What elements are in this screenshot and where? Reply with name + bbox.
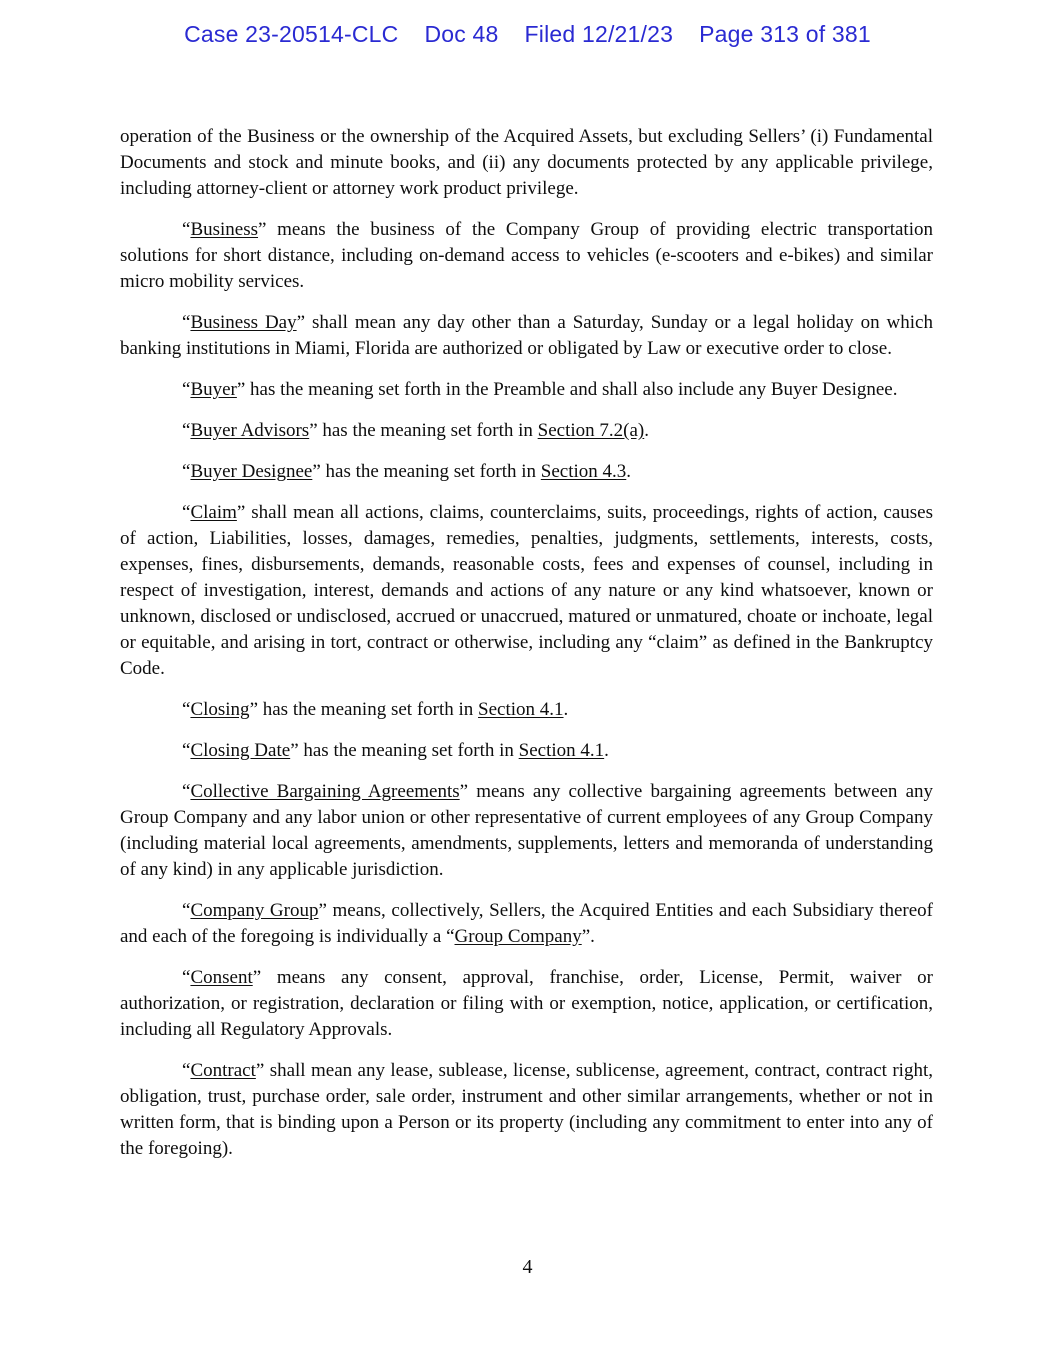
header-case-number: Case 23-20514-CLC bbox=[184, 21, 399, 47]
para-def-closing bbox=[120, 697, 933, 723]
text-run: ” has the meaning set forth in bbox=[312, 461, 541, 482]
text-run: ” means the business of the Company Group of providing electric transportation solutions for short distance, including on-demand access to vehicles (e-scooters and e-bikes) and similar micro mobility services. bbox=[120, 219, 933, 292]
header-doc-number: Doc 48 bbox=[424, 21, 499, 47]
text-run: “ bbox=[182, 967, 191, 988]
defined-term: Business Day bbox=[190, 312, 297, 333]
defined-term: Buyer Advisors bbox=[190, 420, 310, 441]
text-run: “ bbox=[182, 900, 191, 921]
text-run: “ bbox=[182, 1060, 191, 1081]
text-run: “ bbox=[182, 379, 191, 400]
text-run: . bbox=[604, 740, 609, 761]
para-continuation-acquired-assets bbox=[120, 124, 933, 202]
text-run: “ bbox=[182, 312, 191, 333]
header-filed-date: Filed 12/21/23 bbox=[524, 21, 674, 47]
text-run: “ bbox=[182, 219, 191, 240]
text-run: ” has the meaning set forth in bbox=[290, 740, 519, 761]
text-run: “ bbox=[182, 740, 191, 761]
text-run: “ bbox=[182, 420, 191, 441]
defined-term: Company Group bbox=[190, 900, 319, 921]
para-def-claim bbox=[120, 500, 933, 682]
defined-term: Section 4.1 bbox=[518, 740, 605, 761]
defined-term: Section 4.3 bbox=[540, 461, 627, 482]
defined-term: Contract bbox=[190, 1060, 256, 1081]
defined-term: Consent bbox=[190, 967, 253, 988]
text-run: ” shall mean any lease, sublease, license, sublicense, agreement, contract, contract right, obligation, trust, purchase order, sale order, instrument and other similar arrangements, whether or not in written form, that is binding upon a Person or its property (including any commitment to enter into any of the foregoing). bbox=[120, 1060, 933, 1159]
defined-term: Closing Date bbox=[190, 740, 291, 761]
defined-term: Collective Bargaining Agreements bbox=[190, 781, 460, 802]
defined-term: Claim bbox=[190, 502, 237, 523]
defined-term: Buyer bbox=[190, 379, 237, 400]
document-body bbox=[120, 124, 933, 1177]
text-run: “ bbox=[182, 461, 191, 482]
para-def-contract bbox=[120, 1058, 933, 1162]
text-run: “ bbox=[182, 781, 191, 802]
defined-term: Buyer Designee bbox=[190, 461, 313, 482]
text-run: ” shall mean all actions, claims, counterclaims, suits, proceedings, rights of action, causes of action, Liabilities, losses, damages, remedies, penalties, judgments, settlements, interests, costs, expenses, fines, disbursements, demands, reasonable costs, fees and expenses of counsel, including in respect of investigation, interest, demands and actions of any nature or any kind whatsoever, known or unknown, disclosed or undisclosed, accrued or unaccrued, matured or unmatured, choate or inchoate, legal or equitable, and arising in tort, contract or otherwise, including any “claim” as defined in the Bankruptcy Code. bbox=[120, 502, 933, 679]
text-run: ” means any collective bargaining agreements between any Group Company and any labor union or other representative of current employees of any Group Company (including material local agreements, amendments, supplements, letters and memoranda of understanding of any kind) in any applicable jurisdiction. bbox=[120, 781, 934, 880]
para-def-buyer-designee bbox=[120, 459, 933, 485]
text-run: ” means, collectively, Sellers, the Acquired Entities and each Subsidiary thereof and each of the foregoing is individually a “ bbox=[120, 900, 933, 947]
para-def-business-day bbox=[120, 310, 933, 362]
text-run: . bbox=[563, 699, 569, 720]
defined-term: Section 7.2(a) bbox=[537, 420, 645, 441]
para-def-closing-date bbox=[120, 738, 933, 764]
text-run: “ bbox=[182, 502, 191, 523]
text-run: ” has the meaning set forth in the Preamble and shall also include any Buyer Designee. bbox=[236, 379, 898, 400]
case-header bbox=[0, 21, 1055, 48]
header-page-of: Page 313 of 381 bbox=[699, 21, 871, 47]
para-def-consent bbox=[120, 965, 933, 1043]
text-run: ” means any consent, approval, franchise, order, License, Permit, waiver or authorization, or registration, declaration or filing with or exemption, notice, application, or certification, including all Regulatory Approvals. bbox=[120, 967, 933, 1040]
defined-term: Section 4.1 bbox=[478, 699, 564, 720]
para-def-company-group bbox=[120, 898, 933, 950]
text-run: ” shall mean any day other than a Saturday, Sunday or a legal holiday on which banking institutions in Miami, Florida are authorized or obligated by Law or executive order to close. bbox=[120, 312, 933, 359]
text-run: ” has the meaning set forth in bbox=[309, 420, 538, 441]
page-number: 4 bbox=[522, 1256, 533, 1278]
para-def-buyer bbox=[120, 377, 933, 403]
para-def-buyer-advisors bbox=[120, 418, 933, 444]
text-run: ” has the meaning set forth in bbox=[249, 699, 479, 720]
defined-term: Closing bbox=[190, 699, 250, 720]
para-def-business bbox=[120, 217, 933, 295]
text-run: ”. bbox=[581, 926, 595, 947]
defined-term: Group Company bbox=[454, 926, 582, 947]
para-def-collective-bargaining-agreements bbox=[120, 779, 933, 883]
text-run: . bbox=[644, 420, 649, 441]
defined-term: Business bbox=[190, 219, 259, 240]
text-run: . bbox=[626, 461, 632, 482]
text-run: operation of the Business or the ownership of the Acquired Assets, but excluding Sellers’ (i) Fundamental Documents and stock and minute books, and (ii) any documents protected by any applicable privilege, including attorney-client or attorney work product privilege. bbox=[120, 126, 933, 199]
text-run: “ bbox=[182, 699, 191, 720]
